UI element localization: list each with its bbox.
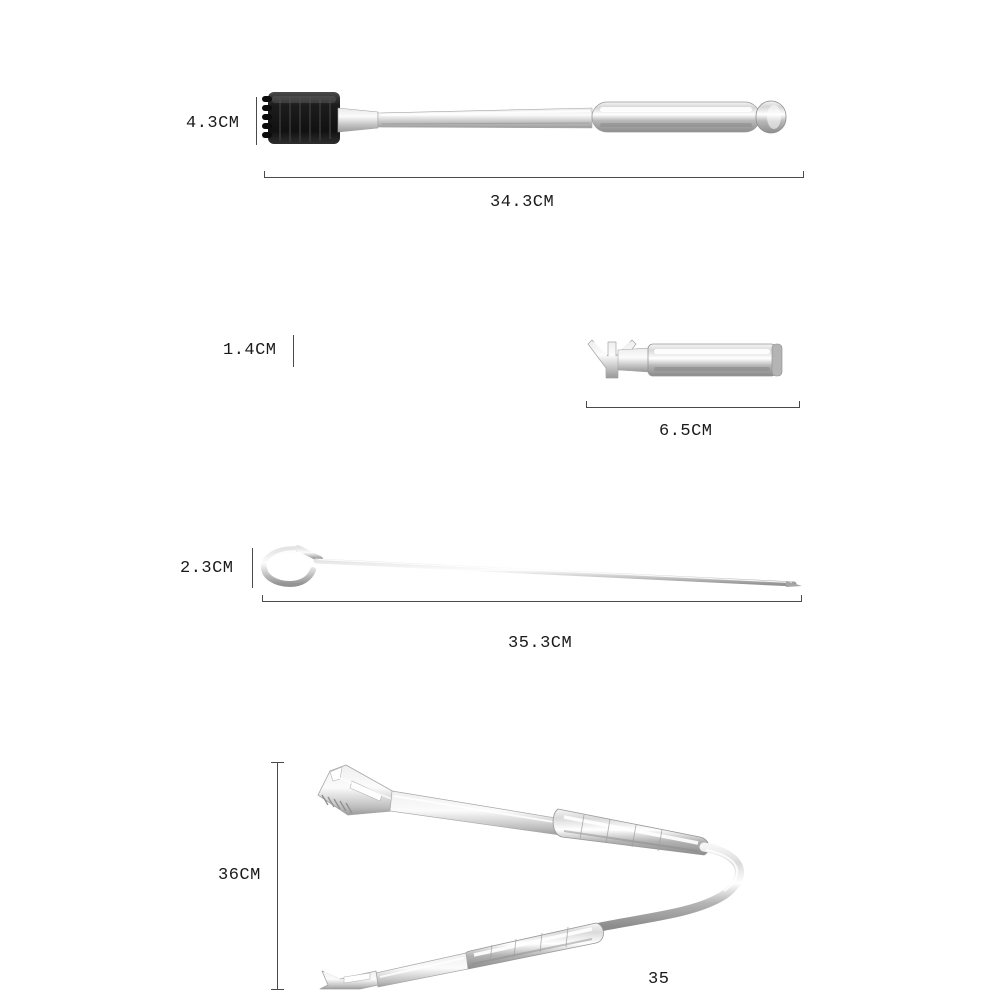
tongs-height-cap-top	[271, 762, 284, 763]
opener-length-label: 6.5CM	[659, 422, 713, 441]
brush-length-cap-left	[264, 171, 265, 178]
tongs-height-label: 36CM	[218, 866, 261, 885]
tongs-length-label: 35	[648, 970, 670, 989]
brush-length-label: 34.3CM	[490, 193, 555, 212]
opener-height-tick	[293, 335, 294, 367]
tongs-illustration	[300, 755, 780, 990]
opener-length-cap-left	[586, 401, 587, 408]
tongs-height-tick	[277, 762, 278, 990]
opener-height-label: 1.4CM	[223, 341, 277, 360]
brush-length-line	[264, 177, 804, 178]
brush-height-label: 4.3CM	[186, 114, 240, 133]
skewer-length-line	[262, 601, 802, 602]
opener-length-line	[586, 407, 800, 408]
skewer-illustration	[258, 543, 803, 588]
skewer-height-tick	[252, 548, 253, 588]
skewer-length-label: 35.3CM	[508, 634, 573, 653]
basting-brush-illustration	[262, 78, 802, 158]
tongs-height-cap-bottom	[271, 989, 284, 990]
skewer-height-label: 2.3CM	[180, 559, 234, 578]
brush-height-tick	[256, 97, 257, 145]
skewer-length-cap-left	[262, 595, 263, 602]
opener-length-cap-right	[799, 401, 800, 408]
bottle-opener-illustration	[588, 326, 798, 394]
skewer-length-cap-right	[801, 595, 802, 602]
brush-length-cap-right	[803, 171, 804, 178]
